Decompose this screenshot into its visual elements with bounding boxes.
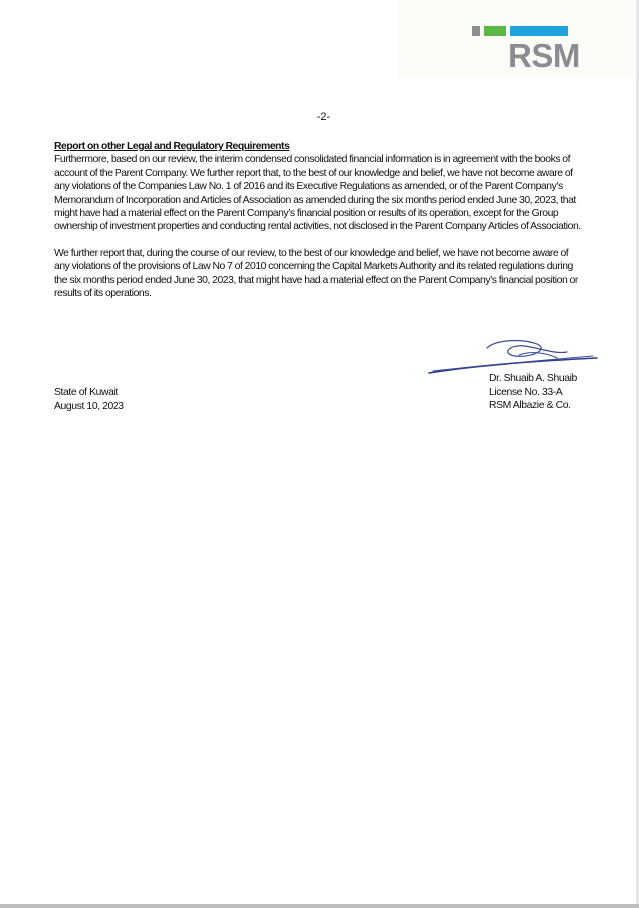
page-edge-bottom	[0, 904, 639, 908]
section-heading: Report on other Legal and Regulatory Requirements	[54, 141, 290, 152]
page-number: -2-	[316, 111, 331, 123]
logo-bar-blue	[510, 26, 568, 36]
place: State of Kuwait	[54, 387, 118, 398]
report-body	[54, 140, 584, 300]
date: August 10, 2023	[54, 400, 124, 412]
signer-firm: RSM Albazie & Co.	[489, 400, 571, 412]
paragraph-cma-law: We further report that, during the course of our review, to the best of our knowledge and belief, we have not become aware of any violations of the provisions of Law No 7 of 2010 concerning the Capital Markets Authority and its related regulations during the six months period ended June 30, 2023, that might have had a material effect on the Parent Company’s financial position or results of its operations.	[54, 247, 578, 300]
paragraph-companies-law: Furthermore, based on our review, the interim condensed consolidated financial information is in agreement with the books of account of the Parent Company. We further report that, to the best of our knowledge and belief, we have not become aware of any violations of the Companies Law No. 1 of 2016 and its Executive Regulations as amended, or of the Parent Company’s Memorandum of Incorporation and Articles of Association as amended during the six months period ended June 30, 2023, that might have had a material effect on the Parent Company’s financial position or results of its operation, except for the Group ownership of investment properties and conducting rental activities, not disclosed in the Parent Company Articles of Association.	[54, 154, 581, 233]
signer-block	[489, 372, 577, 413]
rsm-logo: RSM	[508, 37, 580, 74]
logo-bar-gray	[472, 26, 480, 36]
logo-bar-green	[484, 26, 506, 36]
signer-name: Dr. Shuaib A. Shuaib	[489, 373, 577, 384]
signer-license: License No. 33-A	[489, 386, 563, 398]
place-date-block	[54, 386, 124, 413]
rsm-logo-bars	[472, 26, 568, 36]
